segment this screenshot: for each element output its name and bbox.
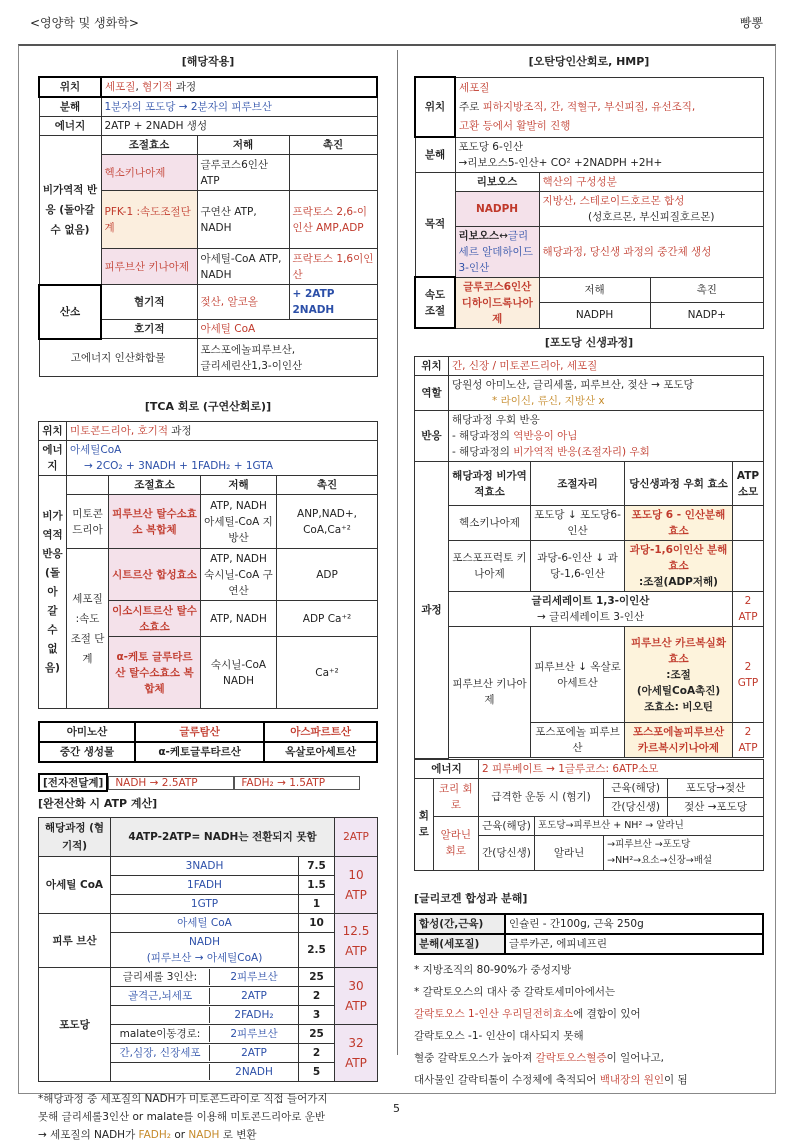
tca-amino-table: [38, 721, 378, 763]
atp-g1-total: 30 ATP: [335, 968, 378, 1025]
tca-mid-1: α-케토글루타르산: [135, 742, 264, 762]
glyco-loc-label: 위치: [39, 77, 101, 97]
tca-r4-prom: Ca⁺²: [277, 637, 378, 709]
tca-r4-inhib: 숙시닐-CoA NADH: [201, 637, 277, 709]
gng-s1-byp: 포도당 6 - 인산분해효소: [625, 506, 733, 541]
atp-glc-label: 포도당: [39, 968, 111, 1082]
tca-col-inhib: 저해: [201, 476, 277, 495]
atp-a3: 1GTP: [111, 895, 299, 914]
hmp-speed-inhib: NADPH: [539, 303, 650, 329]
gng-s4-site: 피루브산 ↓ 옥살로 아세트산: [531, 627, 625, 723]
atp-acoa-total: 10 ATP: [335, 857, 378, 914]
tca-r3-enzyme: 이소시트르산 탈수소효소: [109, 601, 201, 637]
atp-g2-total: 32 ATP: [335, 1025, 378, 1082]
glycogen-title: [글리코겐 합성과 분해]: [414, 891, 528, 905]
tca-r4-enzyme: α-케토 글루타르산 탈수소효소 복합체: [109, 637, 201, 709]
atp-a3v: 1: [299, 895, 335, 914]
hmp-nadph-label: NADPH: [455, 191, 539, 226]
gng-cori-1v: 포도당→젖산: [668, 778, 764, 797]
tca-col-prom: 촉진: [277, 476, 378, 495]
column-divider: [397, 50, 398, 1055]
hmp-table: [414, 76, 764, 329]
glyco-r3-prom: 프락토스 1,6이인산: [289, 249, 377, 285]
tca-mid-label: 중간 생성물: [39, 742, 135, 762]
hmp-nadph-val: 지방산, 스테로이드호르몬 합성 (성호르몬, 부신피질호르몬): [539, 191, 764, 226]
gng-h2: 조절자리: [531, 462, 625, 506]
atp-g1a: 글리세롤 3인산: 2피루브산: [111, 968, 299, 987]
gng-loc-label: 위치: [415, 357, 449, 376]
glycogen-deg-val: 글루카곤, 에피네프린: [505, 934, 763, 954]
glyco-anaerobic-label: 혐기적: [101, 285, 197, 320]
atp-p2: NADH (피루브산 → 아세틸CoA): [111, 933, 299, 968]
glyco-r1-prom: [289, 155, 377, 191]
atp-h2: 4ATP-2ATP= NADH는 전환되지 못함: [111, 818, 335, 857]
gng-title: [포도당 신생과정]: [544, 336, 634, 349]
glyco-r3-inhib: 아세틸-CoA ATP, NADH: [197, 249, 289, 285]
gng-cori-mid: 급격한 운동 시 (혐기): [479, 778, 604, 816]
glyco-energy-label: 에너지: [39, 117, 101, 136]
hmp-title: [오탄당인산회로, HMP]: [528, 55, 650, 68]
glyco-r1-enzyme: 헥소키나아제: [101, 155, 197, 191]
tca-amino-1: 글루탐산: [135, 722, 264, 742]
glyco-irrev-label: 비가역적 반응 (돌아갈 수 없음): [39, 136, 101, 285]
gng-s2-enz: 포스포프럭토 키나아제: [449, 541, 531, 592]
atp-note: *해당과정 중 세포질의 NADH가 미토콘드라이로 직접 들어가지 못해 글리세롤3인산 or malate를 이용해 미토콘드리아로 운반 → 세포질의 NADH가 FADH₂ or NADH 로 변환: [38, 1093, 328, 1141]
glyco-loc-val: 세포질, 혐기적 과정: [101, 77, 377, 97]
etc-val1: NADH → 2.5ATP: [108, 776, 234, 790]
glyco-r2-prom: 프락토스 2,6-이인산 AMP,ADP: [289, 191, 377, 249]
gng-s2-site: 과당-6-인산 ↓ 과당-1,6-인산: [531, 541, 625, 592]
gng-cori-1: 근육(해당): [604, 778, 668, 797]
glyco-col-prom: 촉진: [289, 136, 377, 155]
gng-cori-2v: 젖산 →포도당: [668, 797, 764, 816]
tca-r3-prom: ADP Ca⁺²: [277, 601, 378, 637]
gng-ala-mid: 알라닌: [535, 835, 604, 870]
tca-r1-prom: ANP,NAD+, CoA,Ca⁺²: [277, 495, 378, 549]
tca-amino-2: 아스파르트산: [264, 722, 377, 742]
glyco-col-enzyme: 조절효소: [101, 136, 197, 155]
tca-cyto-label: 세포질 :속도 조절 단계: [67, 549, 109, 709]
glyco-anaerobic-extra: + 2ATP 2NADH: [289, 285, 377, 320]
gng-s1-enz: 헥소키나아제: [449, 506, 531, 541]
gng-s5-site: 포스포에놀 피루브산: [531, 723, 625, 758]
glyco-anaerobic-val: 젖산, 알코올: [197, 285, 289, 320]
header-author: 빵뽕: [739, 16, 763, 30]
atp-table: [38, 817, 378, 1082]
hmp-ribose2-label: 리보오스↔글리세르 알데하이드3-인산: [455, 226, 539, 277]
gng-s2-byp: 과당-1,6이인산 분해효소 :조절(ADP저해): [625, 541, 733, 592]
atp-pyr-total: 12.5 ATP: [335, 914, 378, 968]
gng-s1-site: 포도당 ↓ 포도당6-인산: [531, 506, 625, 541]
atp-g1av: 25: [299, 968, 335, 987]
hmp-ribose2-val: 해당과정, 당신생 과정의 중간체 생성: [539, 226, 764, 277]
etc-label: [전자전달계]: [38, 773, 108, 792]
tca-r3-inhib: ATP, NADH: [201, 601, 277, 637]
hmp-break-label: 분해: [415, 137, 455, 172]
atp-g2cv: 5: [299, 1063, 335, 1082]
atp-g2bv: 2: [299, 1044, 335, 1063]
gng-h1: 해당과정 비가역적효소: [449, 462, 531, 506]
page-number: 5: [393, 1102, 400, 1115]
atp-g1bv: 2: [299, 987, 335, 1006]
gng-ala-1v: 포도당→피루브산 + NH² → 알라닌: [535, 816, 764, 835]
glyco-highenergy-val: 포스포에놀피루브산, 글리세린산1,3-이인산: [197, 339, 377, 377]
hmp-break-val: 포도당 6-인산 →리보오스5-인산+ CO² +2NADPH +2H+: [455, 137, 764, 172]
hmp-ribose-val: 핵산의 구성성분: [539, 172, 764, 191]
tca-r2-enzyme: 시트르산 합성효소: [109, 549, 201, 601]
tca-irrev-label: 비가 역적 반응 (돌아 갈 수 없음): [39, 476, 67, 709]
etc-row: [38, 773, 378, 792]
tca-loc-val: 미토콘드리아, 호기적 과정: [67, 422, 378, 441]
glyco-r1-inhib: 글루코스6인산 ATP: [197, 155, 289, 191]
glycogen-syn-val: 인슐린 - 간100g, 근육 250g: [505, 914, 763, 934]
gng-energy-val: 2 피루베이트 → 1글루코스: 6ATP소모: [479, 759, 764, 778]
tca-title: [TCA 회로 (구연산회로)]: [144, 400, 272, 413]
tca-r2-inhib: ATP, NADH 숙시닐-CoA 구연산: [201, 549, 277, 601]
glyco-r2-inhib: 구연산 ATP, NADH: [197, 191, 289, 249]
glyco-oxygen-label: 산소: [39, 285, 101, 339]
gng-s4-byp: 피루브산 카르복실화 효소 :조절 (아세틸CoA촉진) 조효소: 비오틴: [625, 627, 733, 723]
glyco-break-label: 분해: [39, 97, 101, 117]
atp-h3: 2ATP: [335, 818, 378, 857]
gng-s5-byp: 포스포에놀피루브산 카르복시키나아제: [625, 723, 733, 758]
tca-amino-label: 아미노산: [39, 722, 135, 742]
gng-cori-label: 코리 회로: [433, 778, 478, 816]
gng-s4-atp: 2 GTP: [733, 627, 764, 723]
atp-p1: 아세틸 CoA: [111, 914, 299, 933]
gng-cori-2: 간(당신생): [604, 797, 668, 816]
hmp-speed-label: 속도 조절: [415, 277, 455, 328]
gng-cycle-label: 회로: [415, 778, 434, 870]
gng-role-label: 역할: [415, 376, 449, 411]
hmp-ribose-label: 리보오스: [455, 172, 539, 191]
gng-table: [414, 356, 764, 759]
atp-p2v: 2.5: [299, 933, 335, 968]
hmp-loc-val: 세포질 주로 피하지방조직, 간, 적혈구, 부신피질, 유선조직, 고환 등에서 활발히 진행: [455, 77, 764, 137]
right-column: [414, 52, 764, 1091]
gng-ala-2: 간(당신생): [479, 835, 535, 870]
atp-a2v: 1.5: [299, 876, 335, 895]
glyco-energy-val: 2ATP + 2NADH 생성: [101, 117, 377, 136]
gng-ala-label: 알라닌 회로: [433, 816, 478, 870]
glyco-aerobic-val: 아세틸 CoA: [197, 320, 377, 339]
gng-ala-1: 근육(해당): [479, 816, 535, 835]
gng-loc-val: 간, 신장 / 미토콘드리아, 세포질: [449, 357, 764, 376]
glyco-r2-enzyme: PFK-1 :속도조절단계: [101, 191, 197, 249]
tca-mid-2: 옥살로아세트산: [264, 742, 377, 762]
atp-g1b: 골격근,뇌세포 2ATP: [111, 987, 299, 1006]
glyco-col-inhib: 저해: [197, 136, 289, 155]
atp-a2: 1FADH: [111, 876, 299, 895]
atp-a1v: 7.5: [299, 857, 335, 876]
gng-process-label: 과정: [415, 462, 449, 759]
gng-s3: 글리세레이트 1,3-이인산 → 글리세레이트 3-인산: [449, 592, 733, 627]
hmp-speed-prom-h: 촉진: [650, 277, 763, 303]
atp-pyr-label: 피루 브산: [39, 914, 111, 968]
gng-reaction-val: 해당과정 우회 반응 - 해당과정의 역반응이 아님 - 해당과정의 비가역적 반응(조절자리) 우회: [449, 411, 764, 462]
tca-energy-label: 에너지: [39, 441, 67, 476]
left-column: [38, 52, 378, 1144]
gng-s4-enz: 피루브산 키나아제: [449, 627, 531, 758]
atp-title: [완전산화 시 ATP 계산]: [38, 797, 158, 810]
hmp-loc-label: 위치: [415, 77, 455, 137]
hmp-speed-prom: NADP+: [650, 303, 763, 329]
tca-table: [38, 421, 378, 709]
tca-r1-inhib: ATP, NADH 아세틸-CoA 지방산: [201, 495, 277, 549]
atp-g2b: 간,심장, 신장세포 2ATP: [111, 1044, 299, 1063]
glycolysis-title: [해당작용]: [181, 55, 235, 68]
tca-r2-prom: ADP: [277, 549, 378, 601]
tca-loc-label: 위치: [39, 422, 67, 441]
tca-energy-val: 아세틸CoA → 2CO₂ + 3NADH + 1FADH₂ + 1GTA: [67, 441, 378, 476]
glycogen-notes: * 지방조직의 80-90%가 중성지방 * 갈락토오스의 대사 중 갈락토세미아에서는 갈락토오스 1-인산 우리딜전히효소에 결합이 있어 갈락토오스 -1- 인산이 대사되지 못해 혈중 갈락토오스가 높아져 갈락토오스혈증이 일어나고, 대사물인 갈락티톨이 수정체에 축적되어 백내장의 원인이 됨: [414, 963, 688, 1086]
glycogen-syn-label: 합성(간,근육): [415, 914, 505, 934]
glycolysis-table: [38, 76, 378, 377]
header-subject: <영양학 및 생화학>: [30, 16, 139, 30]
atp-g2av: 25: [299, 1025, 335, 1044]
glycogen-deg-label: 분해(세포질): [415, 934, 505, 954]
gng-h3: 당신생과정 우회 효소: [625, 462, 733, 506]
tca-col-enzyme: 조절효소: [109, 476, 201, 495]
atp-acoa-label: 아세틸 CoA: [39, 857, 111, 914]
gng-energy-label: 에너지: [415, 759, 479, 778]
page-header: [30, 14, 763, 34]
hmp-purpose-label: 목적: [415, 172, 455, 277]
tca-r1-enzyme: 피루브산 탈수소효소 복합체: [109, 495, 201, 549]
atp-h1: 해당과정 (혐기적): [39, 818, 111, 857]
gng-s5-atp: 2 ATP: [733, 723, 764, 758]
glyco-r3-enzyme: 피루브산 키나아제: [101, 249, 197, 285]
glycogen-table: [414, 913, 764, 955]
glyco-highenergy-label: 고에너지 인산화합물: [39, 339, 197, 377]
glyco-aerobic-label: 호기적: [101, 320, 197, 339]
atp-g1cv: 3: [299, 1006, 335, 1025]
gng-reaction-label: 반응: [415, 411, 449, 462]
atp-a1: 3NADH: [111, 857, 299, 876]
gng-ala-2v: →피루브산 →포도당 →NH²→요소→신장→배설: [604, 835, 764, 870]
hmp-speed-enzyme: 글루코스6인산 디하이드록나아제: [455, 277, 539, 328]
tca-mito-label: 미토콘 드리아: [67, 495, 109, 549]
glyco-break-val: 1분자의 포도당 → 2분자의 피루브산: [101, 97, 377, 117]
atp-g1c: 2FADH₂: [111, 1006, 299, 1025]
gng-role-val: 당원성 아미노산, 글리세롤, 피루브산, 젖산 → 포도당 * 라이신, 류신, 지방산 x: [449, 376, 764, 411]
atp-p1v: 10: [299, 914, 335, 933]
atp-g2a: malate이동경로: 2피루브산: [111, 1025, 299, 1044]
etc-val2: FADH₂ → 1.5ATP: [234, 776, 360, 790]
atp-g2c: 2NADH: [111, 1063, 299, 1082]
gng-s3-atp: 2 ATP: [733, 592, 764, 627]
hmp-speed-inhib-h: 저해: [539, 277, 650, 303]
gng-h4: ATP 소모: [733, 462, 764, 506]
gng-cycle-table: [414, 759, 764, 871]
